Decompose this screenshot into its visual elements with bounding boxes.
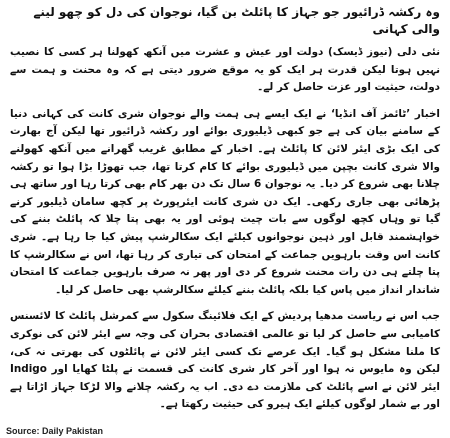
article-source: Source: Daily Pakistan xyxy=(6,426,104,436)
article-paragraph-intro: نئی دلی (نیوز ڈیسک) دولت اور عیش و عشرت میں آنکھ کھولنا ہر کسی کا نصیب نہیں ہوتا لیکن قدرت ہر ایک کو یہ موقع ضرور دیتی ہے کہ وہ محنت و ہمت سے دولت، حیثیت اور عزت حاصل کر لے۔ xyxy=(10,46,440,94)
article-paragraph-story: اخبار ’ٹائمز آف انڈیا‘ نے ایک ایسے ہی ہمت والے نوجوان شری کانت کی کہانی دنیا کے سامنے بیان کی ہے جو کبھی ڈیلیوری بوائے اور رکشہ ڈرائیور تھا لیکن آج بھارت کی ایک بڑی ایئر لائن کا پائلٹ ہے۔ اخبار کے مطابق غریب گھرانے میں آنکھ کھولنے والا شری کانت بچپن میں ڈیلیوری بوائے کا کام کرتا تھا، جب تھوڑا بڑا ہوا تو رکشہ چلانا بھی شروع کر دیا۔ یہ نوجوان 6 سال تک دن بھر کام بھی کرتا رہا اور ساتھ ہی پڑھائی بھی جاری رکھی۔ ایک دن شری کانت ایئرپورٹ پر کچھ سامان ڈیلیور کرنے گیا تو وہاں کچھ لوگوں سے بات چیت ہوئی اور یہ بھی پتا چلا کہ پائلٹ بننے کی خواہشمند قابل اور ذہین نوجوانوں کیلئے ایک سکالرشپ پیش کیا جا رہا ہے۔ شری کانت اس وقت بارہویں جماعت کے امتحان کی تیاری کر رہا تھا، اس نے سکالرشپ کا پتا چلتے ہی دن رات محنت شروع کر دی اور پھر نہ صرف بارہویں جماعت کا امتحان شاندار انداز میں پاس کیا بلکہ پائلٹ بننے کیلئے سکالرشپ بھی حاصل کر لیا۔ xyxy=(10,107,440,296)
article-paragraph-ending: جب اس نے ریاست مدھیا پردیش کے ایک فلائینگ سکول سے کمرشل پائلٹ کا لائسنس کامیابی سے حاصل کر لیا تو عالمی اقتصادی بحران کی وجہ سے ایئر لائن کی نوکری کا ملنا مشکل ہو گیا۔ ایک عرصے تک کسی ایئر لائن نے پائلٹوں کی بھرتی نہ کی، لیکن وہ مایوس نہ ہوا اور آخر کار شری کانت کی قسمت نے پلٹا کھایا اور Indigo ایئر لائن نے اسے پائلٹ کی ملازمت دے دی۔ اب یہ رکشہ چلانے والا لڑکا جہاز اڑاتا ہے اور بے شمار لوگوں کیلئے ایک ہیرو کی حیثیت رکھتا ہے۔ xyxy=(10,310,440,411)
article-title: وہ رکشہ ڈرائیور جو جہاز کا پائلٹ بن گیا، نوجوان کی دل کو چھو لینے والی کہانی xyxy=(33,5,440,36)
